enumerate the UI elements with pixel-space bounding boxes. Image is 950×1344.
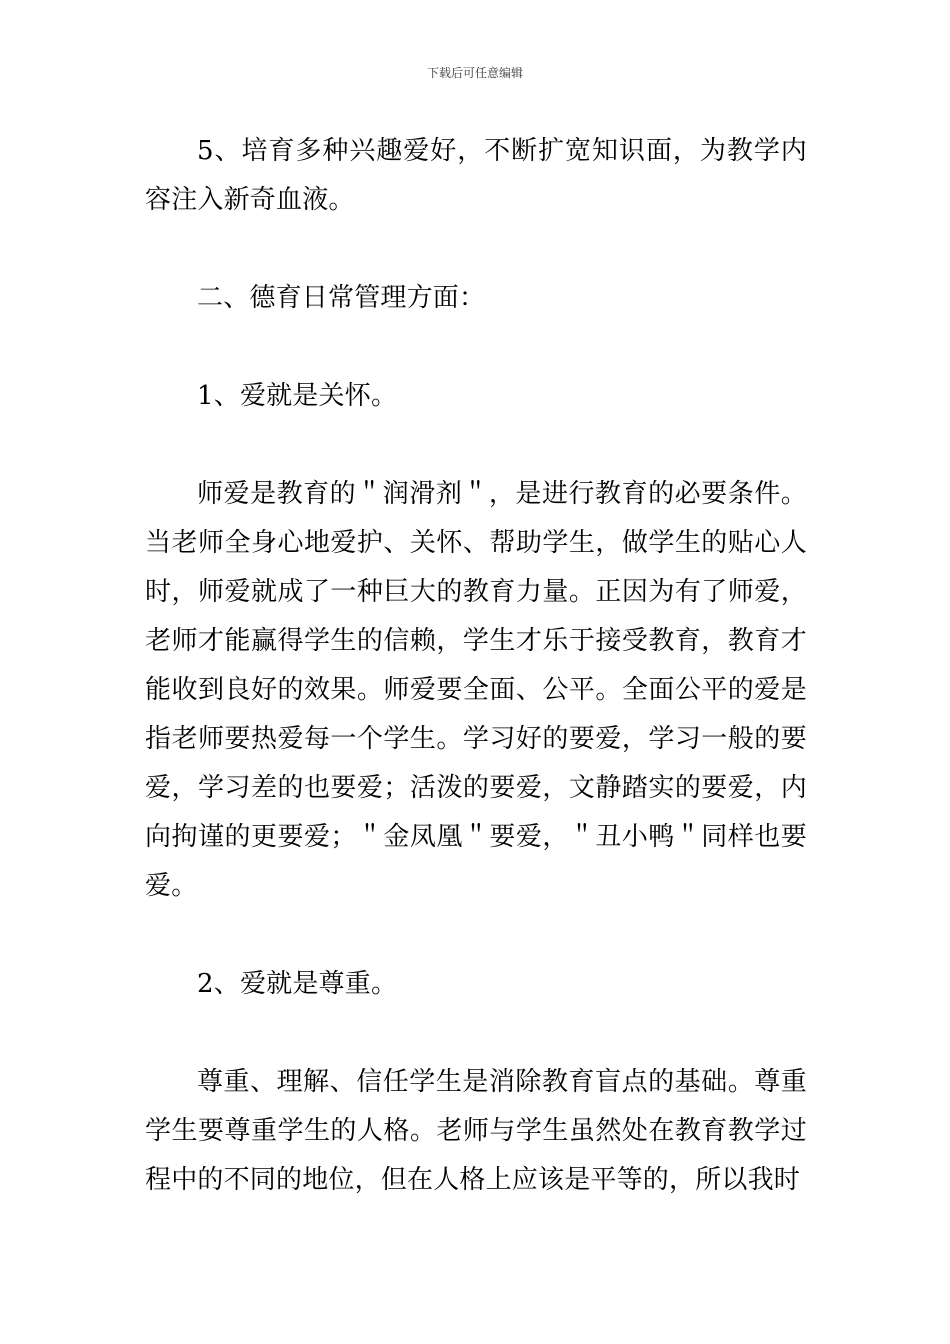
paragraph-gap <box>145 421 807 470</box>
section-heading-moral-education: 二、德育日常管理方面： <box>197 283 486 313</box>
paragraph-gap <box>145 1009 807 1058</box>
paragraph-teacher-love: 师爱是教育的＂润滑剂＂，是进行教育的必要条件。当老师全身心地爱护、关怀、帮助学生，做学生的贴心人时，师爱就成了一种巨大的教育力量。正因为有了师爱，老师才能赢得学生的信赖，学生才乐于接受教育，教育才能收到良好的效果。师爱要全面、公平。全面公平的爱是指老师要热爱每一个学生。学习好的要爱，学习一般的要爱，学习差的也要爱；活泼的要爱，文静踏实的要爱，内向拘谨的更要爱；＂金凤凰＂要爱，＂丑小鸭＂同样也要爱。 <box>145 479 807 901</box>
subheading-love-is-respect: 2、爱就是尊重。 <box>197 969 398 999</box>
paragraph-gap <box>145 323 807 372</box>
paragraph-gap <box>145 225 807 274</box>
subheading-love-is-care: 1、爱就是关怀。 <box>197 381 398 411</box>
document-body <box>145 127 807 1205</box>
paragraph-respect-students: 尊重、理解、信任学生是消除教育盲点的基础。尊重学生要尊重学生的人格。老师与学生虽然处在教育教学过程中的不同的地位，但在人格上应该是平等的，所以我时 <box>145 1067 807 1195</box>
header-note: 下载后可任意编辑 <box>426 66 523 80</box>
paragraph-gap <box>145 911 807 960</box>
paragraph-interest-hobbies: 5、培育多种兴趣爱好，不断扩宽知识面，为教学内容注入新奇血液。 <box>145 136 807 215</box>
